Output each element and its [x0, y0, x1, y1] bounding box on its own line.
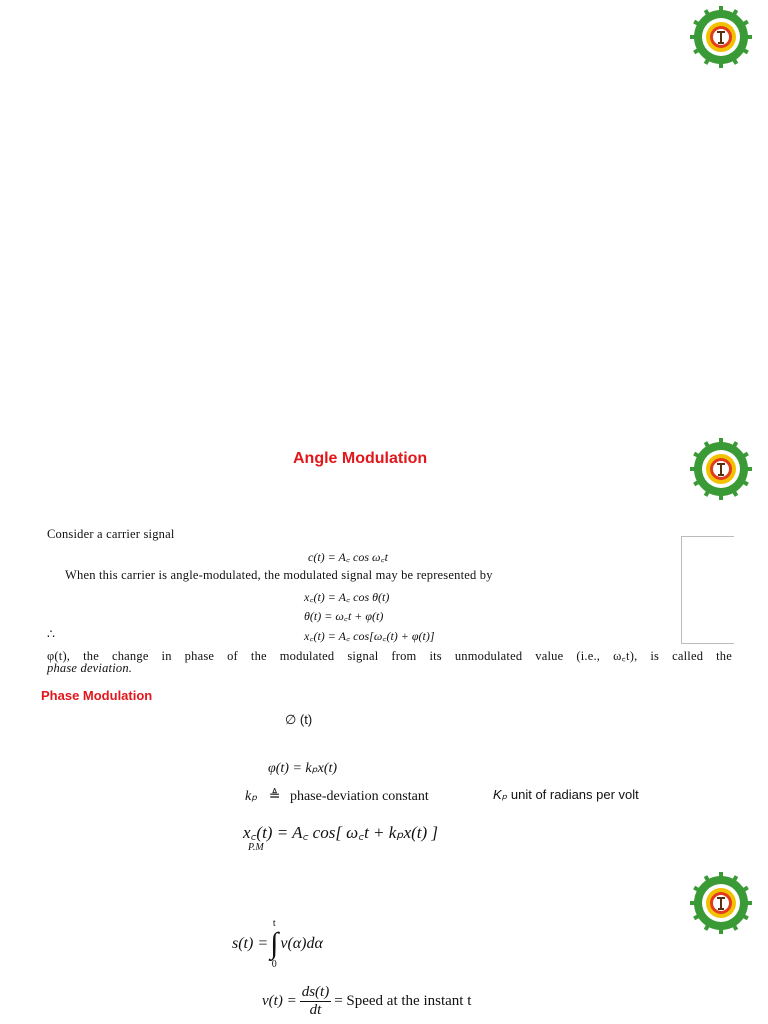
kp-symbol: kₚ [245, 789, 258, 804]
theta-equation: θ(t) = ω꜀t + φ(t) [304, 609, 384, 623]
pm-subscript: P.M [248, 842, 264, 853]
empty-box [681, 536, 734, 644]
kp-unit-text: unit of radians per volt [510, 787, 639, 802]
therefore-symbol: ∴ [47, 627, 56, 641]
integral [270, 918, 278, 970]
integral-lower: 0 [271, 959, 277, 970]
v-rhs: = Speed at the instant t [334, 993, 472, 1009]
phase-deviation-term: phase deviation. [47, 661, 133, 675]
phi-equation: φ(t) = kₚx(t) [268, 761, 338, 776]
carrier-equation: c(t) = A꜀ cos ω꜀t [308, 550, 388, 564]
kp-definition-row [245, 788, 429, 805]
s-rhs: v(α)dα [280, 935, 323, 952]
kp-unit-row [493, 787, 639, 803]
institute-logo [690, 872, 752, 934]
phase-modulation-heading: Phase Modulation [41, 688, 153, 703]
modulated-signal-equation: x꜀(t) = A꜀ cos θ(t) [304, 590, 390, 604]
kp-definition-text: phase-deviation constant [289, 789, 429, 804]
integral-upper: t [272, 918, 276, 929]
derivative-denominator: dt [309, 1002, 322, 1018]
angle-modulated-text: When this carrier is angle-modulated, the modulated signal may be represented by [65, 568, 493, 582]
kp-unit-symbol: Kₚ [493, 787, 508, 802]
derivative-numerator: ds(t) [301, 984, 330, 1000]
phase-deviation-text: φ(t), the change in phase of the modulated signal from its unmodulated value (i.e., ω꜀t), is called the [47, 649, 732, 663]
pm-equation: x꜀(t) = A꜀ cos[ ω꜀t + kₚx(t) ] [243, 823, 439, 842]
derivative-fraction [300, 984, 332, 1019]
displacement-equation [232, 918, 323, 970]
intro-text: Consider a carrier signal [47, 527, 175, 541]
s-lhs: s(t) = [232, 935, 269, 952]
slide-title: Angle Modulation [293, 450, 428, 467]
institute-logo [690, 6, 752, 68]
speed-equation [262, 984, 471, 1019]
v-lhs: v(t) = [262, 993, 297, 1009]
modulated-signal-equation-2: x꜀(t) = A꜀ cos[ω꜀(t) + φ(t)] [304, 629, 435, 643]
phi-t-label: ∅ (t) [285, 712, 313, 727]
defined-as-symbol: ≜ [268, 789, 281, 804]
institute-logo [690, 438, 752, 500]
integral-sign-icon: ∫ [270, 927, 279, 960]
